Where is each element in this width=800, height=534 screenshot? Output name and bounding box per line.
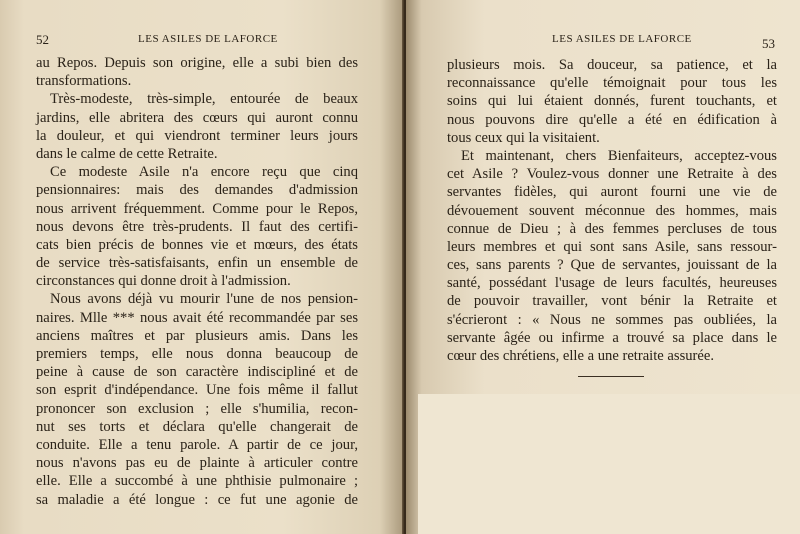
text-line: Et maintenant, chers Bienfaiteurs, acceptez-vous — [461, 147, 777, 164]
text-line: dans le calme de cette Retraite. — [36, 145, 218, 162]
text-line: cats bien précis de bonnes vie et mœurs, des états — [36, 236, 358, 253]
text-line: servantes fidèles, qui auront fourni une vie de — [447, 184, 777, 201]
text-line: au Repos. Depuis son origine, elle a subi bien des — [36, 55, 358, 71]
text-line: s'écrieront : « Nous ne sommes pas oubliées, la — [447, 311, 777, 328]
text-line: plusieurs mois. Sa douceur, sa patience, et la — [447, 57, 777, 73]
text-line: premiers temps, elle nous donna beaucoup de — [36, 346, 358, 362]
text-line: cœur des chrétiens, elle a une retraite assurée. — [447, 348, 715, 364]
text-line: la douleur, et qui viendront terminer leurs jours — [36, 127, 358, 144]
text-line: nous n'avons pas eu de plainte à articuler contre — [36, 455, 358, 472]
text-line: circonstances qui donne droit à l'admission. — [36, 273, 291, 290]
text-line: tous ceux qui la visitaient. — [447, 129, 600, 146]
right-body-text — [447, 56, 777, 365]
text-line: dévouement souvent méconnue des hommes, mais — [447, 202, 777, 219]
text-line: prononcer son exclusion ; elle s'humilia, recon- — [36, 400, 358, 417]
text-line: elle. Elle a succombé à une phthisie pulmonaire ; — [36, 473, 358, 490]
text-line: Très-modeste, très-simple, entourée de beaux — [50, 91, 358, 108]
blank-lower-right-area — [418, 394, 800, 534]
text-line: leurs membres et qui sont sans Asile, sans ressour- — [447, 238, 777, 255]
text-line: nous devons être très-prudents. Il faut des certifi- — [36, 218, 358, 235]
right-running-header: LES ASILES DE LAFORCE — [552, 33, 692, 45]
text-line: peine à cause de son caractère indiscipliné et de — [36, 364, 358, 381]
right-page-number: 53 — [762, 36, 775, 51]
text-line: de service très-satisfaisants, enfin un ensemble de — [36, 255, 358, 272]
text-line: Ce modeste Asile n'a encore reçu que cinq — [50, 164, 358, 181]
text-line: reconnaissance qu'elle témoignait pour tous les — [447, 75, 777, 92]
text-line: sa maladie a été longue : ce fut une agonie de — [36, 491, 358, 508]
text-line: pensionnaires: mais des demandes d'admission — [36, 182, 358, 199]
text-line: nut ses torts et déclara qu'elle changerait de — [36, 418, 358, 435]
text-line: nous arrivent fréquemment. Comme pour le Repos, — [36, 200, 358, 217]
text-line: de pouvoir travailler, vont bénir la Retraite et — [447, 293, 777, 310]
text-line: conduite. Elle a tenu parole. A partir de ce jour, — [36, 436, 358, 453]
text-line: nous pouvons dire qu'elle a été en édification à — [447, 111, 777, 128]
text-line: santé, possédant l'usage de leurs facultés, heureuses — [447, 275, 777, 292]
text-line: connue de Dieu ; à des femmes percluses de tous — [447, 220, 777, 237]
text-line: cet Asile ? Voulez-vous donner une Retraite à des — [447, 166, 777, 183]
text-line: transformations. — [36, 73, 132, 90]
left-running-header: LES ASILES DE LAFORCE — [138, 33, 278, 45]
text-line: servante âgée ou infirme a trouvé sa place dans le — [447, 329, 777, 346]
left-page-number: 52 — [36, 32, 49, 47]
left-body-text — [36, 54, 358, 509]
text-line: jardins, elle abritera des cœurs qui auront connu — [36, 109, 358, 126]
text-line: naires. Mlle *** nous avait été recommandée par ses — [36, 309, 358, 326]
text-line: anciens maîtres et par plusieurs amis. Dans les — [36, 327, 358, 344]
text-line: Nous avons déjà vu mourir l'une de nos pension- — [50, 291, 358, 308]
text-line: soins qui lui étaient donnés, furent touchants, et — [447, 93, 777, 110]
text-line: ces, sans parents ? Que de servantes, jouissant de la — [447, 257, 777, 274]
closing-rule — [578, 376, 644, 377]
text-line: son esprit d'indépendance. Une fois même il fallut — [36, 382, 358, 399]
